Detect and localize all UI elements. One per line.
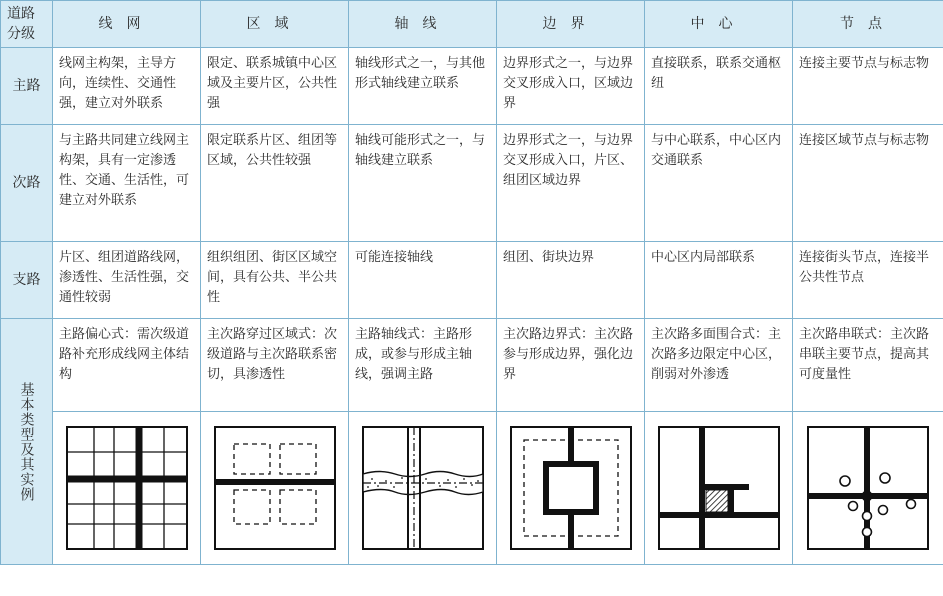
cell: 限定联系片区、组团等区域，公共性较强 (201, 125, 349, 242)
row-branch-road (1, 242, 943, 319)
figure-cell (349, 412, 497, 565)
figure-cell (793, 412, 943, 565)
type-cell: 主路轴线式：主路形成，或参与形成主轴线，强调主路 (349, 319, 497, 412)
cell: 连接主要节点与标志物 (793, 48, 943, 125)
figure-cell (53, 412, 201, 565)
cell: 轴线形式之一，与其他形式轴线建立联系 (349, 48, 497, 125)
cell: 线网主构架，主导方向，连续性、交通性强，建立对外联系 (53, 48, 201, 125)
row-secondary-road (1, 125, 943, 242)
col-header-node: 节点 (793, 1, 943, 48)
row-label-types: 基本类型及其实例 (1, 319, 53, 565)
cell: 片区、组团道路线网，渗透性、生活性强，交通性较弱 (53, 242, 201, 319)
axis-diagram (360, 424, 486, 552)
cell: 可能连接轴线 (349, 242, 497, 319)
figure-cell (645, 412, 793, 565)
cell: 连接区域节点与标志物 (793, 125, 943, 242)
col-header-area: 区域 (201, 1, 349, 48)
header-row (1, 1, 943, 48)
col-header-axis: 轴线 (349, 1, 497, 48)
figure-cell (201, 412, 349, 565)
boundary-diagram (508, 424, 634, 552)
col-header-boundary: 边界 (497, 1, 645, 48)
row-diagrams (1, 412, 943, 565)
row-label-branch: 支路 (1, 242, 53, 319)
cell: 轴线可能形式之一，与轴线建立联系 (349, 125, 497, 242)
cell: 边界形式之一，与边界交叉形成入口，区域边界 (497, 48, 645, 125)
center-diagram (656, 424, 782, 552)
row-label-secondary: 次路 (1, 125, 53, 242)
corner-line2: 分级 (7, 26, 35, 42)
type-cell: 主次路边界式：主次路参与形成边界，强化边界 (497, 319, 645, 412)
corner-header (1, 1, 53, 48)
type-cell: 主次路串联式：主次路串联主要节点，提高其可度量性 (793, 319, 943, 412)
node-diagram (805, 424, 931, 552)
corner-line1: 道路 (7, 6, 35, 22)
row-basic-types (1, 319, 943, 412)
area-diagram (212, 424, 338, 552)
cell: 边界形式之一，与边界交叉形成入口，片区、组团区域边界 (497, 125, 645, 242)
type-cell: 主次路多面围合式：主次路多边限定中心区，削弱对外渗透 (645, 319, 793, 412)
cell: 直接联系，联系交通枢纽 (645, 48, 793, 125)
cell: 连接街头节点，连接半公共性节点 (793, 242, 943, 319)
cell: 与主路共同建立线网主构架，具有一定渗透性、交通、生活性，可建立对外联系 (53, 125, 201, 242)
figure-cell (497, 412, 645, 565)
row-main-road (1, 48, 943, 125)
grid-diagram (64, 424, 190, 552)
cell: 限定、联系城镇中心区域及主要片区，公共性强 (201, 48, 349, 125)
cell: 组团、街块边界 (497, 242, 645, 319)
cell: 与中心联系，中心区内交通联系 (645, 125, 793, 242)
row-label-main: 主路 (1, 48, 53, 125)
col-header-center: 中心 (645, 1, 793, 48)
col-header-grid: 线网 (53, 1, 201, 48)
cell: 组织组团、街区区域空间，具有公共、半公共性 (201, 242, 349, 319)
cell: 中心区内局部联系 (645, 242, 793, 319)
type-cell: 主次路穿过区域式：次级道路与主次路联系密切，具渗透性 (201, 319, 349, 412)
type-cell: 主路偏心式：需次级道路补充形成线网主体结构 (53, 319, 201, 412)
